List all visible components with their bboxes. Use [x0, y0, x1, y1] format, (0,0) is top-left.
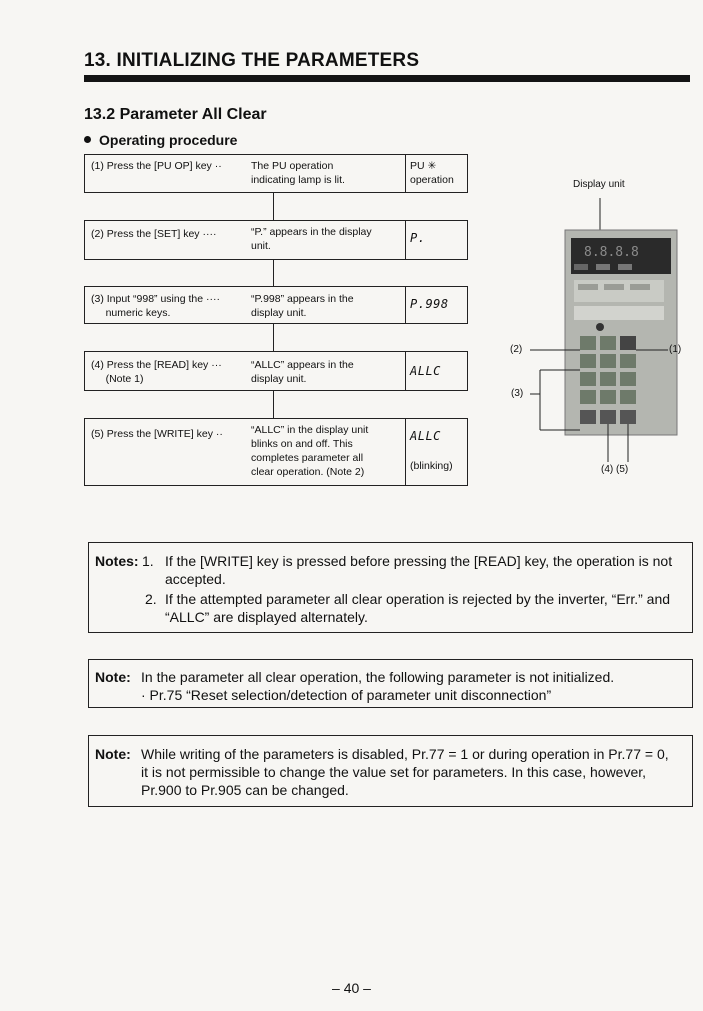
- step-2-box: [84, 220, 468, 260]
- note-3-line-3: Pr.900 to Pr.905 can be changed.: [141, 782, 349, 798]
- note-box-3: [88, 735, 693, 807]
- flow-connector: [273, 192, 274, 220]
- note-3-line-1: While writing of the parameters is disabled, Pr.77 = 1 or during operation in Pr.77 = 0,: [141, 746, 669, 762]
- chapter-title: 13. INITIALIZING THE PARAMETERS: [84, 50, 420, 71]
- step-4-key: (4) Press the [READ] key ··· (Note 1): [91, 359, 222, 385]
- step-1-desc: The PU operation indicating lamp is lit.: [251, 160, 345, 186]
- note-3-line-2: it is not permissible to change the value set for parameters. In this case, however,: [141, 764, 647, 780]
- step-3-result: [405, 287, 467, 323]
- step-5-blinking: (blinking): [410, 460, 453, 472]
- bullet-icon: [84, 136, 91, 143]
- notes-label: Notes:: [95, 553, 139, 569]
- note-2-item: · Pr.75 “Reset selection/detection of parameter unit disconnection”: [141, 687, 552, 703]
- step-5-key: (5) Press the [WRITE] key ··: [91, 428, 223, 440]
- step-3-key: (3) Input “998” using the ···· numeric keys.: [91, 293, 220, 319]
- step-2-result: [405, 221, 467, 259]
- procedure-heading: [84, 132, 237, 148]
- note-1-number: 1.: [142, 553, 154, 569]
- note-1-text-cont: accepted.: [165, 571, 226, 587]
- callout-1: (1): [669, 344, 682, 355]
- callout-2: (2): [510, 344, 523, 355]
- page-number: – 40 –: [332, 980, 371, 996]
- step-5-box: [84, 418, 468, 486]
- section-title: 13.2 Parameter All Clear: [84, 106, 267, 123]
- note-box-2: [88, 659, 693, 708]
- note-2-label: Note:: [95, 669, 131, 685]
- step-5-result: [405, 419, 467, 485]
- display-unit-label: Display unit: [573, 179, 625, 190]
- step-1-result-text: PU ✳ operation: [410, 160, 454, 186]
- procedure-title: Operating procedure: [99, 132, 238, 148]
- note-3-label: Note:: [95, 746, 131, 762]
- step-1-result: [405, 155, 467, 192]
- notes-box: [88, 542, 693, 633]
- callout-3: (3): [511, 388, 524, 399]
- step-3-box: [84, 286, 468, 324]
- step-1-key: (1) Press the [PU OP] key ··: [91, 160, 222, 172]
- step-4-box: [84, 351, 468, 391]
- step-5-display: ALLC: [410, 429, 441, 443]
- note-2-text-cont: “ALLC” are displayed alternately.: [165, 609, 368, 625]
- parameter-unit-illustration: [500, 190, 700, 480]
- flow-connector: [273, 390, 274, 418]
- step-3-display: P.998: [410, 297, 449, 311]
- step-4-result: [405, 352, 467, 390]
- chapter-rule: [84, 75, 690, 82]
- flow-connector: [273, 323, 274, 351]
- step-5-desc: “ALLC” in the display unit blinks on and off. This completes parameter all clear operation. (Note 2): [251, 424, 369, 478]
- note-1-text: If the [WRITE] key is pressed before pressing the [READ] key, the operation is not: [165, 553, 673, 569]
- step-3-desc: “P.998” appears in the display unit.: [251, 293, 354, 319]
- note-2-body: In the parameter all clear operation, the following parameter is not initialized.: [141, 669, 615, 685]
- step-4-desc: “ALLC” appears in the display unit.: [251, 359, 354, 385]
- svg-text:8.8.8.8: 8.8.8.8: [584, 245, 639, 260]
- step-2-key: (2) Press the [SET] key ····: [91, 228, 217, 240]
- step-4-display: ALLC: [410, 364, 441, 378]
- step-2-display: P.: [410, 231, 426, 245]
- note-2-text: If the attempted parameter all clear operation is rejected by the inverter, “Err.” and: [165, 591, 671, 607]
- callout-4-5: (4) (5): [601, 464, 629, 475]
- step-2-desc: “P.” appears in the display unit.: [251, 226, 372, 252]
- flow-connector: [273, 259, 274, 286]
- note-2-number: 2.: [145, 591, 157, 607]
- step-1-box: [84, 154, 468, 193]
